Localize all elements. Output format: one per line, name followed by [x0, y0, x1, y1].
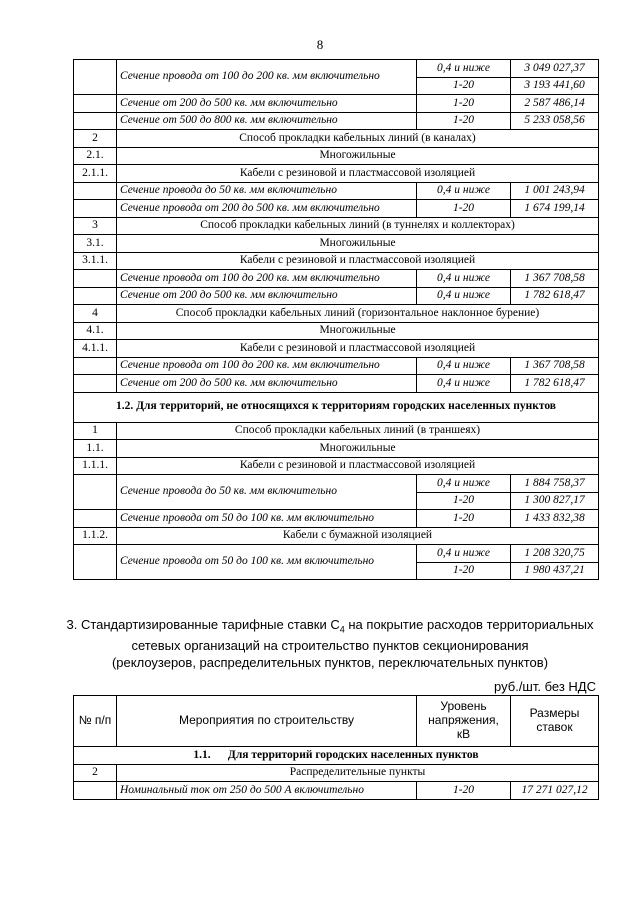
row-voltage: 0,4 и ниже: [417, 287, 511, 305]
section-3-heading-line1-end: на покрытие расходов территориальных: [344, 617, 594, 632]
category-number: 4: [74, 305, 117, 323]
category-row: [74, 217, 599, 235]
category-title: Способ прокладки кабельных линий (в каналах): [117, 130, 599, 148]
category-number: 2.1.1.: [74, 165, 117, 183]
row-description: Сечение провода от 100 до 200 кв. мм включительно: [117, 270, 417, 288]
row-number: [74, 182, 117, 200]
row-number: [74, 475, 117, 510]
category-row: [74, 440, 599, 458]
category-row: [74, 165, 599, 183]
category-row: [74, 235, 599, 253]
category-title: Кабели с бумажной изоляцией: [117, 527, 599, 545]
section-row: [74, 392, 599, 422]
table-row: [74, 182, 599, 200]
category-row: [74, 252, 599, 270]
row-rate: 1 674 199,14: [511, 200, 599, 218]
row-description: Сечение от 200 до 500 кв. мм включительно: [117, 95, 417, 113]
row-voltage: 1-20: [417, 112, 511, 130]
category-row: [74, 305, 599, 323]
row-number: [74, 545, 117, 580]
category-number: 1: [74, 422, 117, 440]
category-title: Многожильные: [117, 322, 599, 340]
tariff-table-cable-lines: [73, 59, 599, 580]
row-number: [74, 60, 117, 95]
table-row: [74, 200, 599, 218]
header-activity: Мероприятия по строительству: [117, 696, 417, 747]
table-row: [74, 375, 599, 393]
table-row: [74, 112, 599, 130]
row-voltage: 1-20: [417, 95, 511, 113]
row-voltage: 0,4 и ниже: [417, 475, 511, 493]
item-rate: 17 271 027,12: [511, 782, 599, 800]
category-title: Кабели с резиновой и пластмассовой изоляцией: [117, 165, 599, 183]
section-3-heading-line1: 3. Стандартизированные тарифные ставки С: [66, 617, 340, 632]
row-rate: 1 367 708,58: [511, 357, 599, 375]
category-title: Многожильные: [117, 235, 599, 253]
category-number: 3: [74, 217, 117, 235]
category-number: 4.1.1.: [74, 340, 117, 358]
row-number: [74, 200, 117, 218]
category-number: 2: [74, 764, 117, 782]
row-description: Сечение провода от 50 до 100 кв. мм включительно: [117, 545, 417, 580]
category-row: [74, 457, 599, 475]
category-row: [74, 527, 599, 545]
section-3-heading: [60, 617, 600, 671]
category-row: [74, 340, 599, 358]
row-number: [74, 95, 117, 113]
category-title: Способ прокладки кабельных линий (в туннелях и коллекторах): [117, 217, 599, 235]
category-row: [74, 147, 599, 165]
subsection-title: 1.1. Для территорий городских населенных пунктов: [74, 747, 599, 765]
row-voltage: 1-20: [417, 492, 511, 510]
row-number: [74, 375, 117, 393]
item-number: [74, 782, 117, 800]
header-rate: Размеры ставок: [511, 696, 599, 747]
category-number: 4.1.: [74, 322, 117, 340]
section-title: 1.2. Для территорий, не относящихся к территориям городских населенных пунктов: [74, 392, 599, 422]
row-description: Сечение провода до 50 кв. мм включительно: [117, 182, 417, 200]
row-description: Сечение провода до 50 кв. мм включительно: [117, 475, 417, 510]
tariff-table-sectioning-points: [73, 695, 599, 800]
row-description: Сечение провода от 200 до 500 кв. мм включительно: [117, 200, 417, 218]
category-row: [74, 322, 599, 340]
category-number: 1.1.: [74, 440, 117, 458]
table2-item-row: [74, 782, 599, 800]
row-voltage: 0,4 и ниже: [417, 270, 511, 288]
row-rate: 2 587 486,14: [511, 95, 599, 113]
row-rate: 1 208 320,75: [511, 545, 599, 563]
row-voltage: 0,4 и ниже: [417, 357, 511, 375]
row-rate: 1 980 437,21: [511, 562, 599, 580]
row-voltage: 1-20: [417, 77, 511, 95]
row-rate: 3 193 441,60: [511, 77, 599, 95]
table2-subsection-row: [74, 747, 599, 765]
section-3-heading-line2: сетевых организаций на строительство пунктов секционирования: [131, 638, 529, 654]
page-number: 8: [316, 37, 324, 52]
row-number: [74, 112, 117, 130]
row-rate: 5 233 058,56: [511, 112, 599, 130]
category-number: 2: [74, 130, 117, 148]
row-number: [74, 287, 117, 305]
row-voltage: 0,4 и ниже: [417, 60, 511, 78]
row-voltage: 0,4 и ниже: [417, 182, 511, 200]
category-title: Многожильные: [117, 147, 599, 165]
row-rate: 1 001 243,94: [511, 182, 599, 200]
category-number: 3.1.1.: [74, 252, 117, 270]
row-voltage: 1-20: [417, 200, 511, 218]
category-row: [74, 422, 599, 440]
item-voltage: 1-20: [417, 782, 511, 800]
category-number: 3.1.: [74, 235, 117, 253]
row-voltage: 1-20: [417, 562, 511, 580]
row-rate: 1 884 758,37: [511, 475, 599, 493]
table-row: [74, 357, 599, 375]
row-number: [74, 510, 117, 528]
table-row: [74, 270, 599, 288]
row-rate: 1 433 832,38: [511, 510, 599, 528]
row-rate: 3 049 027,37: [511, 60, 599, 78]
row-description: Сечение провода от 100 до 200 кв. мм включительно: [117, 357, 417, 375]
row-rate: 1 782 618,47: [511, 287, 599, 305]
table2-category-row: [74, 764, 599, 782]
row-number: [74, 357, 117, 375]
row-rate: 1 300 827,17: [511, 492, 599, 510]
category-number: 2.1.: [74, 147, 117, 165]
category-title: Кабели с резиновой и пластмассовой изоляцией: [117, 252, 599, 270]
header-number: № п/п: [74, 696, 117, 747]
table-row: [74, 287, 599, 305]
row-rate: 1 782 618,47: [511, 375, 599, 393]
table-row: [74, 95, 599, 113]
category-number: 1.1.1.: [74, 457, 117, 475]
unit-note: руб./шт. без НДС: [494, 679, 596, 694]
category-row: [74, 130, 599, 148]
category-title: Способ прокладки кабельных линий (в траншеях): [117, 422, 599, 440]
row-description: Сечение провода от 50 до 100 кв. мм включительно: [117, 510, 417, 528]
row-description: Сечение от 500 до 800 кв. мм включительно: [117, 112, 417, 130]
category-number: 1.1.2.: [74, 527, 117, 545]
table-row: [74, 475, 599, 493]
table-row: [74, 510, 599, 528]
category-title: Кабели с резиновой и пластмассовой изоляцией: [117, 340, 599, 358]
row-description: Сечение провода от 100 до 200 кв. мм включительно: [117, 60, 417, 95]
row-number: [74, 270, 117, 288]
table-row: [74, 60, 599, 78]
row-rate: 1 367 708,58: [511, 270, 599, 288]
table-row: [74, 545, 599, 563]
category-title: Кабели с резиновой и пластмассовой изоляцией: [117, 457, 599, 475]
table2-header-row: [74, 696, 599, 747]
category-title: Многожильные: [117, 440, 599, 458]
row-description: Сечение от 200 до 500 кв. мм включительно: [117, 375, 417, 393]
item-description: Номинальный ток от 250 до 500 А включительно: [117, 782, 417, 800]
row-voltage: 1-20: [417, 510, 511, 528]
category-title: Распределительные пункты: [117, 764, 599, 782]
header-voltage: Уровень напряжения, кВ: [417, 696, 511, 747]
category-title: Способ прокладки кабельных линий (горизонтальное наклонное бурение): [117, 305, 599, 323]
row-voltage: 0,4 и ниже: [417, 545, 511, 563]
row-voltage: 0,4 и ниже: [417, 375, 511, 393]
row-description: Сечение от 200 до 500 кв. мм включительно: [117, 287, 417, 305]
section-3-heading-line3: (реклоузеров, распределительных пунктов, переключательных пунктов): [111, 654, 549, 670]
section-3-heading-subscript: 4: [339, 624, 345, 635]
